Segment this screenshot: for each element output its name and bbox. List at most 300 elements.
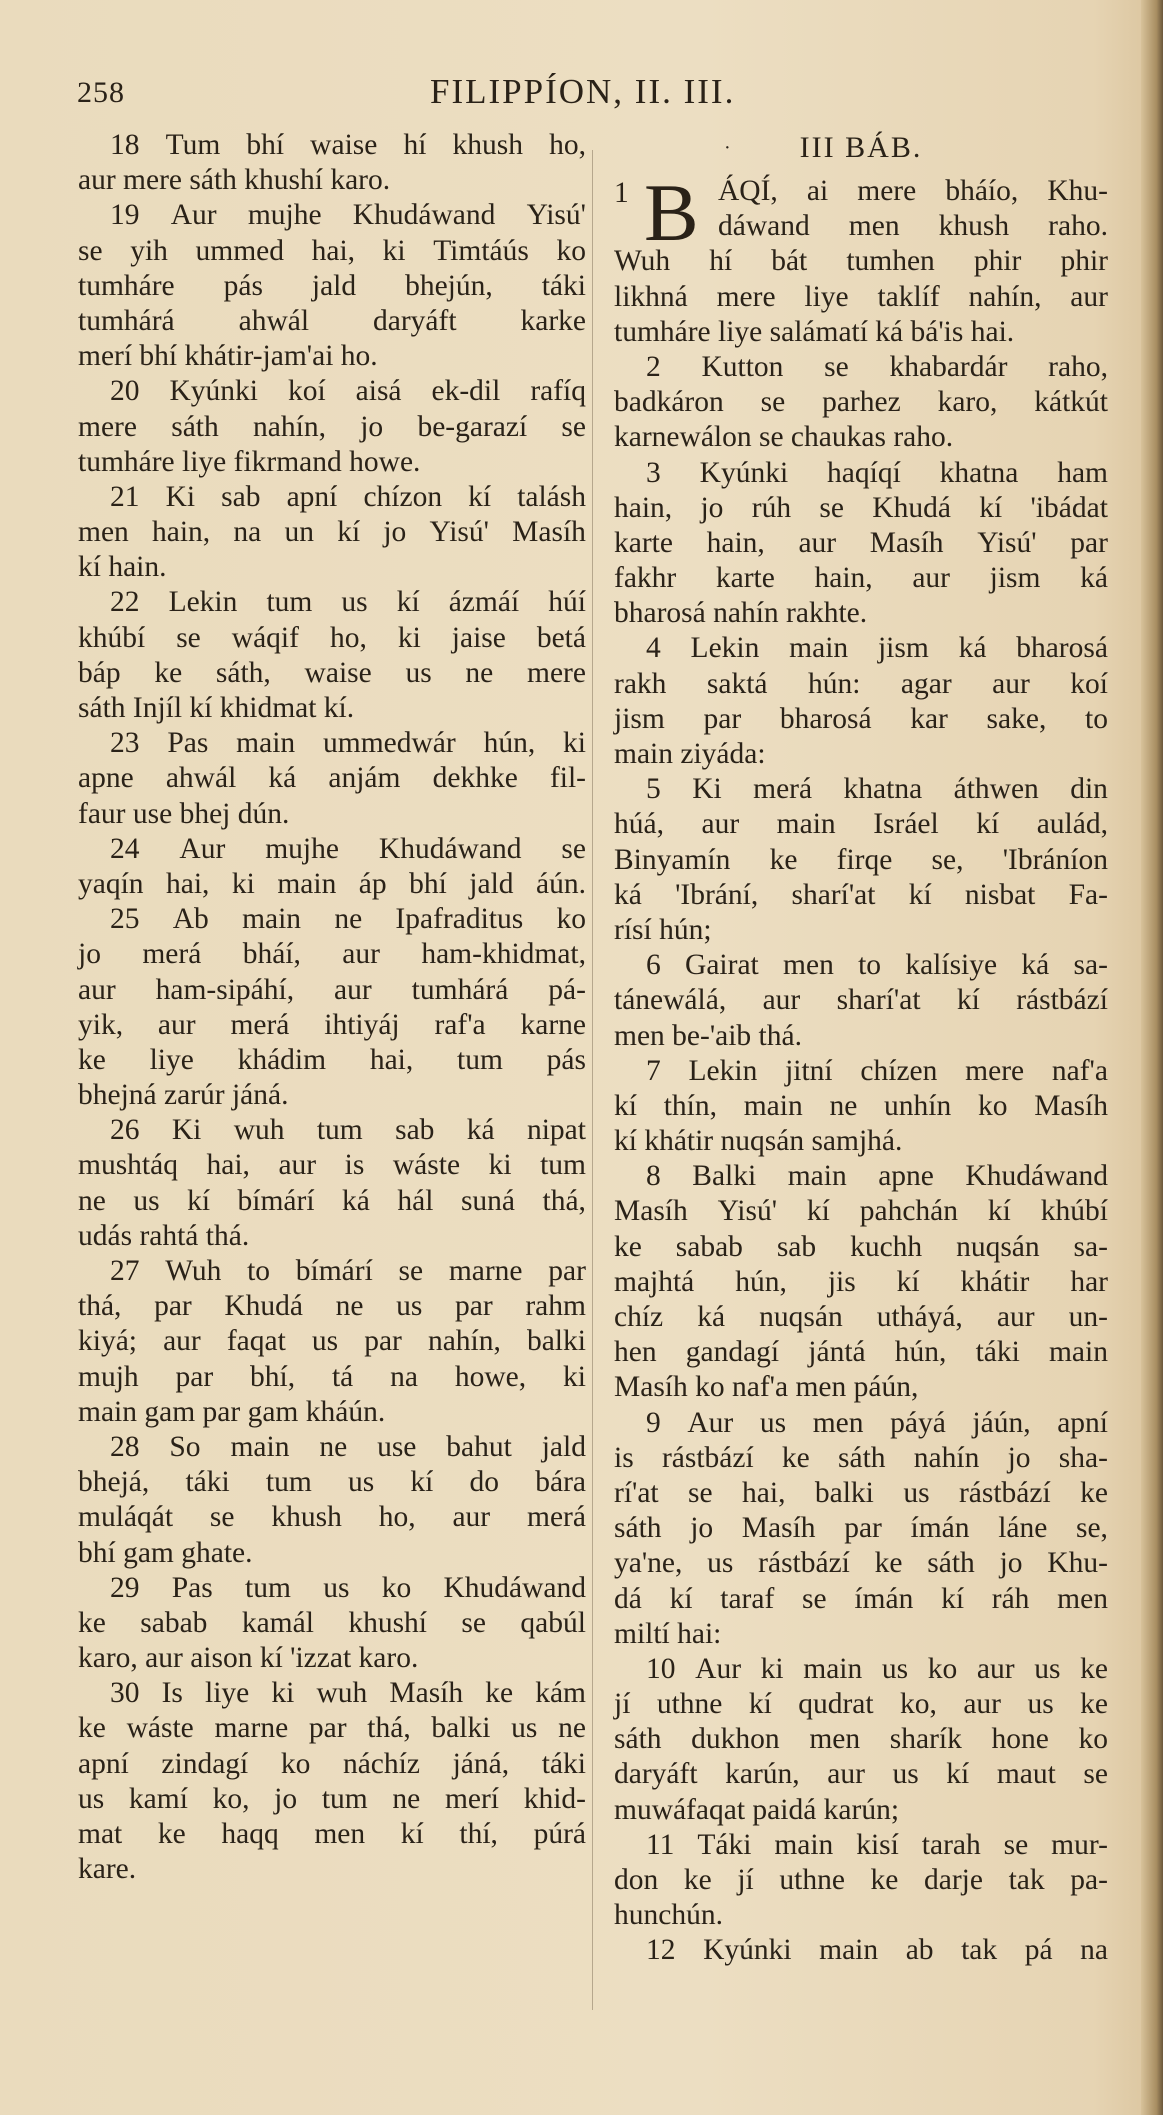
word: us bbox=[1027, 1688, 1054, 1721]
text-line bbox=[78, 1289, 586, 1324]
text-line bbox=[78, 1360, 586, 1395]
word: pa- bbox=[1070, 1864, 1108, 1896]
text-line bbox=[614, 843, 1108, 878]
left-column bbox=[78, 128, 586, 1887]
word: khush bbox=[452, 129, 523, 161]
word: se bbox=[1003, 1828, 1029, 1861]
line-text: main gam par gam kháún. bbox=[78, 1395, 386, 1428]
text-line bbox=[78, 797, 586, 832]
word: wáste bbox=[126, 1712, 194, 1745]
word: liye bbox=[205, 1677, 250, 1710]
word: liye bbox=[804, 280, 849, 313]
word: tum bbox=[540, 1149, 586, 1182]
word: tánewálá, bbox=[614, 984, 727, 1017]
word: aur bbox=[976, 1652, 1015, 1685]
word: merí bbox=[444, 1782, 499, 1815]
word: hún, bbox=[894, 1336, 947, 1369]
word: aur bbox=[996, 1301, 1035, 1333]
text-line bbox=[614, 1089, 1108, 1124]
word: 'ibádat bbox=[1030, 491, 1108, 524]
word: rástbází bbox=[1016, 984, 1108, 1017]
text-line bbox=[614, 1898, 1108, 1933]
word: mat bbox=[78, 1818, 123, 1850]
word: us bbox=[903, 1476, 930, 1509]
word: tum bbox=[457, 1043, 503, 1076]
word: qabúl bbox=[520, 1606, 586, 1639]
word: hí bbox=[403, 129, 427, 161]
word: raho. bbox=[1048, 210, 1108, 243]
text-line bbox=[78, 1113, 586, 1148]
word: ázmáí bbox=[448, 586, 520, 619]
word: us bbox=[892, 1758, 919, 1791]
word: thín, bbox=[663, 1089, 717, 1122]
word: bára bbox=[535, 1466, 586, 1499]
word: mushtáq bbox=[78, 1149, 178, 1182]
word: wáste bbox=[392, 1149, 461, 1182]
word: Khudáwand bbox=[965, 1160, 1108, 1193]
text-line bbox=[78, 269, 586, 304]
word: ko bbox=[1078, 1723, 1108, 1756]
word: apní bbox=[78, 1747, 129, 1780]
word: naf'a bbox=[1051, 1054, 1108, 1087]
word: aur bbox=[827, 1758, 865, 1791]
text-line bbox=[78, 1606, 586, 1641]
word: ahwál bbox=[238, 304, 310, 337]
line-text: muwáfaqat paidá karún; bbox=[614, 1793, 900, 1826]
word: ke bbox=[1080, 1476, 1108, 1509]
page-number: 258 bbox=[77, 76, 125, 109]
word: 10 bbox=[646, 1652, 676, 1685]
word: merá bbox=[753, 773, 813, 806]
word: ki bbox=[562, 1360, 586, 1393]
word: sharí'at bbox=[836, 984, 921, 1017]
text-line bbox=[614, 1617, 1108, 1652]
word: Khudá bbox=[224, 1290, 304, 1323]
word: áthwen bbox=[953, 773, 1039, 806]
word: ko bbox=[977, 1089, 1008, 1122]
word: 11 bbox=[646, 1828, 675, 1861]
word: Fa- bbox=[1068, 878, 1108, 911]
text-line bbox=[614, 596, 1108, 631]
text-line bbox=[78, 585, 586, 620]
word: tá bbox=[331, 1360, 354, 1393]
word: khúbí bbox=[78, 621, 146, 654]
word: thá, bbox=[367, 1712, 411, 1745]
line-text: kí hain. bbox=[78, 551, 167, 584]
word: ki bbox=[760, 1652, 784, 1685]
word: aur bbox=[342, 938, 380, 971]
word: is bbox=[614, 1441, 634, 1474]
word: main bbox=[242, 903, 302, 936]
word: haqq bbox=[221, 1818, 279, 1850]
word: marne bbox=[214, 1712, 289, 1745]
word: 19 bbox=[110, 199, 140, 232]
word: aur bbox=[334, 973, 372, 1006]
word: ká bbox=[697, 1301, 726, 1333]
word: rástbází bbox=[758, 1547, 850, 1580]
word: wuh bbox=[316, 1677, 368, 1710]
word: hai, bbox=[311, 234, 356, 267]
drop-cap: B bbox=[644, 167, 699, 258]
word: ke bbox=[683, 1864, 712, 1896]
word: ki bbox=[382, 234, 406, 267]
text-line bbox=[614, 1652, 1108, 1687]
word: se bbox=[1083, 1758, 1108, 1791]
word: 23 bbox=[110, 727, 140, 760]
line-text: Masíh ko naf'a men páún, bbox=[614, 1371, 919, 1404]
word: uthne bbox=[779, 1864, 845, 1896]
text-line bbox=[78, 937, 586, 972]
word: fakhr bbox=[614, 562, 677, 595]
text-line bbox=[614, 1159, 1108, 1194]
word: bháí, bbox=[242, 938, 301, 971]
word: tumhárá bbox=[411, 973, 509, 1006]
word: jo bbox=[1007, 1441, 1031, 1474]
word: tum bbox=[266, 586, 313, 619]
word: to bbox=[1085, 702, 1108, 735]
word: Kyúnki bbox=[703, 1934, 792, 1967]
word: ÁQÍ, bbox=[718, 175, 778, 207]
word: dukhon bbox=[691, 1723, 780, 1756]
word: us bbox=[347, 1466, 375, 1499]
word: jism bbox=[877, 632, 929, 665]
word: bát bbox=[771, 245, 808, 278]
word: sab bbox=[776, 1230, 817, 1263]
word: ko bbox=[280, 1747, 311, 1780]
text-line bbox=[614, 1722, 1108, 1757]
text-line bbox=[78, 832, 586, 867]
word: bímárí bbox=[295, 1255, 373, 1287]
word: khátir bbox=[960, 1265, 1030, 1298]
text-line bbox=[614, 667, 1108, 702]
word: ke bbox=[870, 1864, 899, 1896]
word: Ki bbox=[171, 1114, 202, 1147]
word: par bbox=[175, 1360, 214, 1393]
text-line bbox=[78, 1219, 586, 1254]
line-text: tumháre liye salámatí ká bá'is hai. bbox=[614, 315, 1015, 348]
word: khádim bbox=[237, 1043, 327, 1076]
word: pá bbox=[1024, 1934, 1053, 1967]
word: kí bbox=[976, 808, 1000, 841]
word: kalísiye bbox=[905, 949, 998, 982]
word: Pas bbox=[171, 1571, 213, 1604]
word: jo bbox=[78, 938, 101, 971]
word: 24 bbox=[110, 832, 140, 865]
word: ki bbox=[231, 867, 255, 900]
word: us bbox=[396, 1290, 423, 1323]
word: us bbox=[341, 586, 368, 619]
word: wuh bbox=[233, 1114, 285, 1147]
word: apne bbox=[78, 762, 134, 795]
word: ho, bbox=[329, 621, 367, 654]
word: khúbí bbox=[1040, 1195, 1108, 1228]
word: 2 bbox=[646, 350, 661, 383]
text-line bbox=[614, 1476, 1108, 1511]
word: nipat bbox=[526, 1114, 586, 1147]
word: aur bbox=[992, 667, 1030, 700]
text-line bbox=[614, 1441, 1108, 1476]
word: liye bbox=[149, 1043, 194, 1076]
word: karke bbox=[520, 304, 586, 337]
word: aur bbox=[278, 1149, 317, 1182]
word: nahín, bbox=[968, 280, 1042, 313]
text-line bbox=[614, 385, 1108, 420]
word: us bbox=[511, 1712, 538, 1745]
word: kiyá; bbox=[78, 1325, 137, 1358]
word: ki bbox=[397, 621, 421, 654]
word: chíz bbox=[614, 1301, 664, 1333]
word: ímán bbox=[854, 1582, 914, 1615]
word: Aur bbox=[179, 832, 226, 865]
word: Yisú' bbox=[717, 1195, 778, 1228]
word: Masíh bbox=[512, 516, 586, 549]
word: bháío, bbox=[945, 175, 1019, 207]
word: ke bbox=[1080, 1652, 1108, 1685]
word: nuqsán bbox=[956, 1230, 1040, 1263]
word: mujhe bbox=[265, 832, 339, 865]
word: karne bbox=[520, 1008, 586, 1041]
text-line bbox=[614, 456, 1108, 491]
word: bhí bbox=[409, 867, 447, 900]
word: faqat bbox=[226, 1325, 286, 1358]
word: mere bbox=[857, 175, 917, 207]
word: se bbox=[561, 410, 586, 443]
word: Táki bbox=[697, 1828, 752, 1861]
word: kí bbox=[748, 1688, 772, 1721]
word: chízen bbox=[860, 1054, 938, 1087]
word: anjám bbox=[328, 762, 401, 795]
word: karte bbox=[715, 562, 775, 595]
word: be-garazí bbox=[417, 410, 528, 443]
word: is bbox=[344, 1149, 365, 1182]
word: aur bbox=[163, 1325, 201, 1358]
word: se bbox=[398, 1255, 424, 1287]
word: bharosá bbox=[779, 702, 872, 735]
word: tum bbox=[321, 1782, 368, 1815]
word: ki bbox=[488, 1149, 512, 1182]
word: talásh bbox=[517, 480, 586, 513]
word: se bbox=[561, 832, 586, 865]
word: men bbox=[78, 516, 129, 549]
word: ke bbox=[614, 1230, 642, 1263]
word: kí bbox=[806, 1195, 830, 1228]
word: hain, bbox=[706, 526, 765, 559]
word: khid- bbox=[523, 1782, 586, 1815]
word: se bbox=[819, 491, 844, 524]
text-line bbox=[614, 491, 1108, 526]
text-line bbox=[614, 315, 1108, 350]
word: use bbox=[377, 1430, 417, 1463]
word: hál bbox=[397, 1184, 434, 1217]
word: par bbox=[308, 1712, 347, 1745]
word: par bbox=[1070, 526, 1108, 559]
word: 5 bbox=[646, 773, 661, 806]
chapter-title-text: III BÁB. bbox=[799, 131, 923, 164]
text-line bbox=[78, 1043, 586, 1078]
text-line bbox=[78, 410, 586, 445]
word: sake, bbox=[986, 702, 1047, 735]
word: nuqsán bbox=[759, 1301, 843, 1333]
word: Lekin bbox=[688, 1054, 758, 1087]
word: ke bbox=[154, 656, 183, 689]
word: bhí bbox=[246, 129, 285, 161]
text-line bbox=[614, 1194, 1108, 1229]
word: aur bbox=[157, 1008, 196, 1041]
word: dáwand bbox=[718, 210, 810, 243]
word: Khu- bbox=[1047, 1547, 1108, 1580]
text-line bbox=[78, 480, 586, 515]
word: Kyúnki bbox=[699, 456, 789, 489]
word: ho, bbox=[549, 129, 586, 161]
text-line bbox=[78, 1324, 586, 1359]
word: se bbox=[209, 1501, 235, 1534]
word: 4 bbox=[646, 632, 661, 665]
right-column bbox=[614, 128, 1108, 1969]
text-line bbox=[78, 515, 586, 550]
word: main bbox=[819, 1934, 879, 1967]
text-line bbox=[78, 128, 586, 163]
word: taklíf bbox=[877, 280, 940, 313]
word: merá bbox=[230, 1008, 290, 1041]
word: pás bbox=[223, 269, 263, 302]
word: Masíh bbox=[741, 1512, 816, 1545]
word: Khudáwand bbox=[378, 832, 522, 865]
word: Is bbox=[161, 1677, 183, 1710]
word: mere bbox=[527, 656, 586, 689]
word: darje bbox=[924, 1864, 983, 1896]
word: nahín, bbox=[427, 1325, 501, 1358]
verse-one-number: 1 bbox=[614, 177, 629, 209]
word: majhtá bbox=[614, 1265, 695, 1298]
word: pás bbox=[546, 1043, 586, 1076]
word: Ipafraditus bbox=[395, 903, 524, 936]
word: ke bbox=[769, 843, 798, 876]
word: un bbox=[284, 516, 314, 549]
word: bhejá, bbox=[78, 1466, 150, 1499]
word: ko bbox=[381, 1571, 412, 1604]
text-line bbox=[78, 339, 586, 374]
word: Binyamín bbox=[614, 843, 731, 876]
line-text: udás rahtá thá. bbox=[78, 1219, 250, 1252]
text-line bbox=[78, 234, 586, 269]
word: balki bbox=[431, 1712, 491, 1745]
word: jald bbox=[311, 269, 357, 302]
word: na bbox=[1080, 1934, 1108, 1967]
word: ko bbox=[556, 234, 586, 267]
word: har bbox=[1070, 1265, 1108, 1298]
text-line bbox=[78, 902, 586, 937]
word: sáth bbox=[614, 1512, 662, 1545]
word: áún. bbox=[536, 867, 586, 900]
word: pá- bbox=[548, 973, 586, 1006]
word: Masíh bbox=[869, 526, 944, 559]
word: yih bbox=[130, 234, 168, 267]
word: ke bbox=[78, 1606, 106, 1639]
word: hún, bbox=[483, 727, 536, 760]
word: 30 bbox=[110, 1677, 140, 1710]
word: khatna bbox=[843, 773, 923, 806]
text-line bbox=[614, 420, 1108, 455]
line-text: tumháre liye fikrmand howe. bbox=[78, 445, 421, 478]
word: 3 bbox=[646, 456, 661, 489]
word: 9 bbox=[646, 1406, 661, 1439]
word: bímárí bbox=[237, 1184, 315, 1217]
text-line bbox=[78, 1148, 586, 1183]
text-line bbox=[614, 1370, 1108, 1405]
word: aur bbox=[78, 973, 116, 1006]
word: jo bbox=[274, 1782, 298, 1815]
word: ká bbox=[958, 632, 987, 665]
word: jáná, bbox=[452, 1747, 510, 1780]
word: kí bbox=[979, 491, 1003, 524]
word: kamál bbox=[241, 1606, 314, 1639]
word: marne bbox=[448, 1255, 523, 1287]
word: rafíq bbox=[530, 375, 586, 408]
text-line bbox=[78, 374, 586, 409]
word: gandagí bbox=[685, 1336, 780, 1369]
word: 'Ibrání, bbox=[675, 878, 759, 911]
word: ko, bbox=[212, 1782, 250, 1815]
word: se bbox=[824, 350, 849, 383]
word: sáth bbox=[614, 1723, 662, 1756]
word: jism bbox=[989, 562, 1041, 595]
word: Gairat bbox=[685, 949, 759, 982]
word: ham bbox=[1057, 456, 1108, 489]
word: par bbox=[844, 1512, 882, 1545]
word: karo, bbox=[937, 386, 998, 419]
word: waise bbox=[304, 656, 372, 689]
word: hún: bbox=[807, 667, 861, 700]
text-line bbox=[614, 702, 1108, 737]
word: us bbox=[759, 1406, 787, 1439]
text-line bbox=[614, 1793, 1108, 1828]
text-line bbox=[78, 198, 586, 233]
word: Yisú' bbox=[526, 199, 586, 232]
word: koí bbox=[287, 375, 326, 408]
word: hai, bbox=[206, 1149, 250, 1182]
text-line bbox=[78, 1747, 586, 1782]
text-line bbox=[614, 1546, 1108, 1581]
word: main bbox=[1048, 1336, 1108, 1369]
word: Khudáwand bbox=[352, 199, 496, 232]
word: páyá bbox=[890, 1406, 946, 1439]
word: Aur bbox=[695, 1652, 742, 1685]
text-line bbox=[78, 1641, 586, 1676]
text-line bbox=[78, 1676, 586, 1711]
text-line bbox=[78, 973, 586, 1008]
word: sáth bbox=[927, 1547, 975, 1580]
word: raf'a bbox=[434, 1008, 486, 1041]
word: utháyá, bbox=[876, 1301, 963, 1333]
text-line bbox=[614, 526, 1108, 561]
word: main bbox=[277, 867, 337, 900]
word: khush bbox=[271, 1501, 342, 1534]
word: chízon bbox=[363, 480, 443, 513]
word: ímán bbox=[910, 1512, 970, 1545]
word: aur bbox=[701, 808, 740, 841]
word: ab bbox=[905, 1934, 934, 1967]
text-line bbox=[614, 1511, 1108, 1546]
line-text: bhejná zarúr jáná. bbox=[78, 1079, 289, 1112]
word: zindagí bbox=[161, 1747, 249, 1780]
word: rúh bbox=[751, 491, 792, 524]
word: ki bbox=[271, 1677, 295, 1710]
word: sabab bbox=[140, 1606, 208, 1639]
word: na bbox=[390, 1360, 418, 1393]
word: bharosá bbox=[1016, 632, 1108, 665]
word: yik, bbox=[78, 1008, 124, 1041]
word: ummed bbox=[195, 234, 284, 267]
